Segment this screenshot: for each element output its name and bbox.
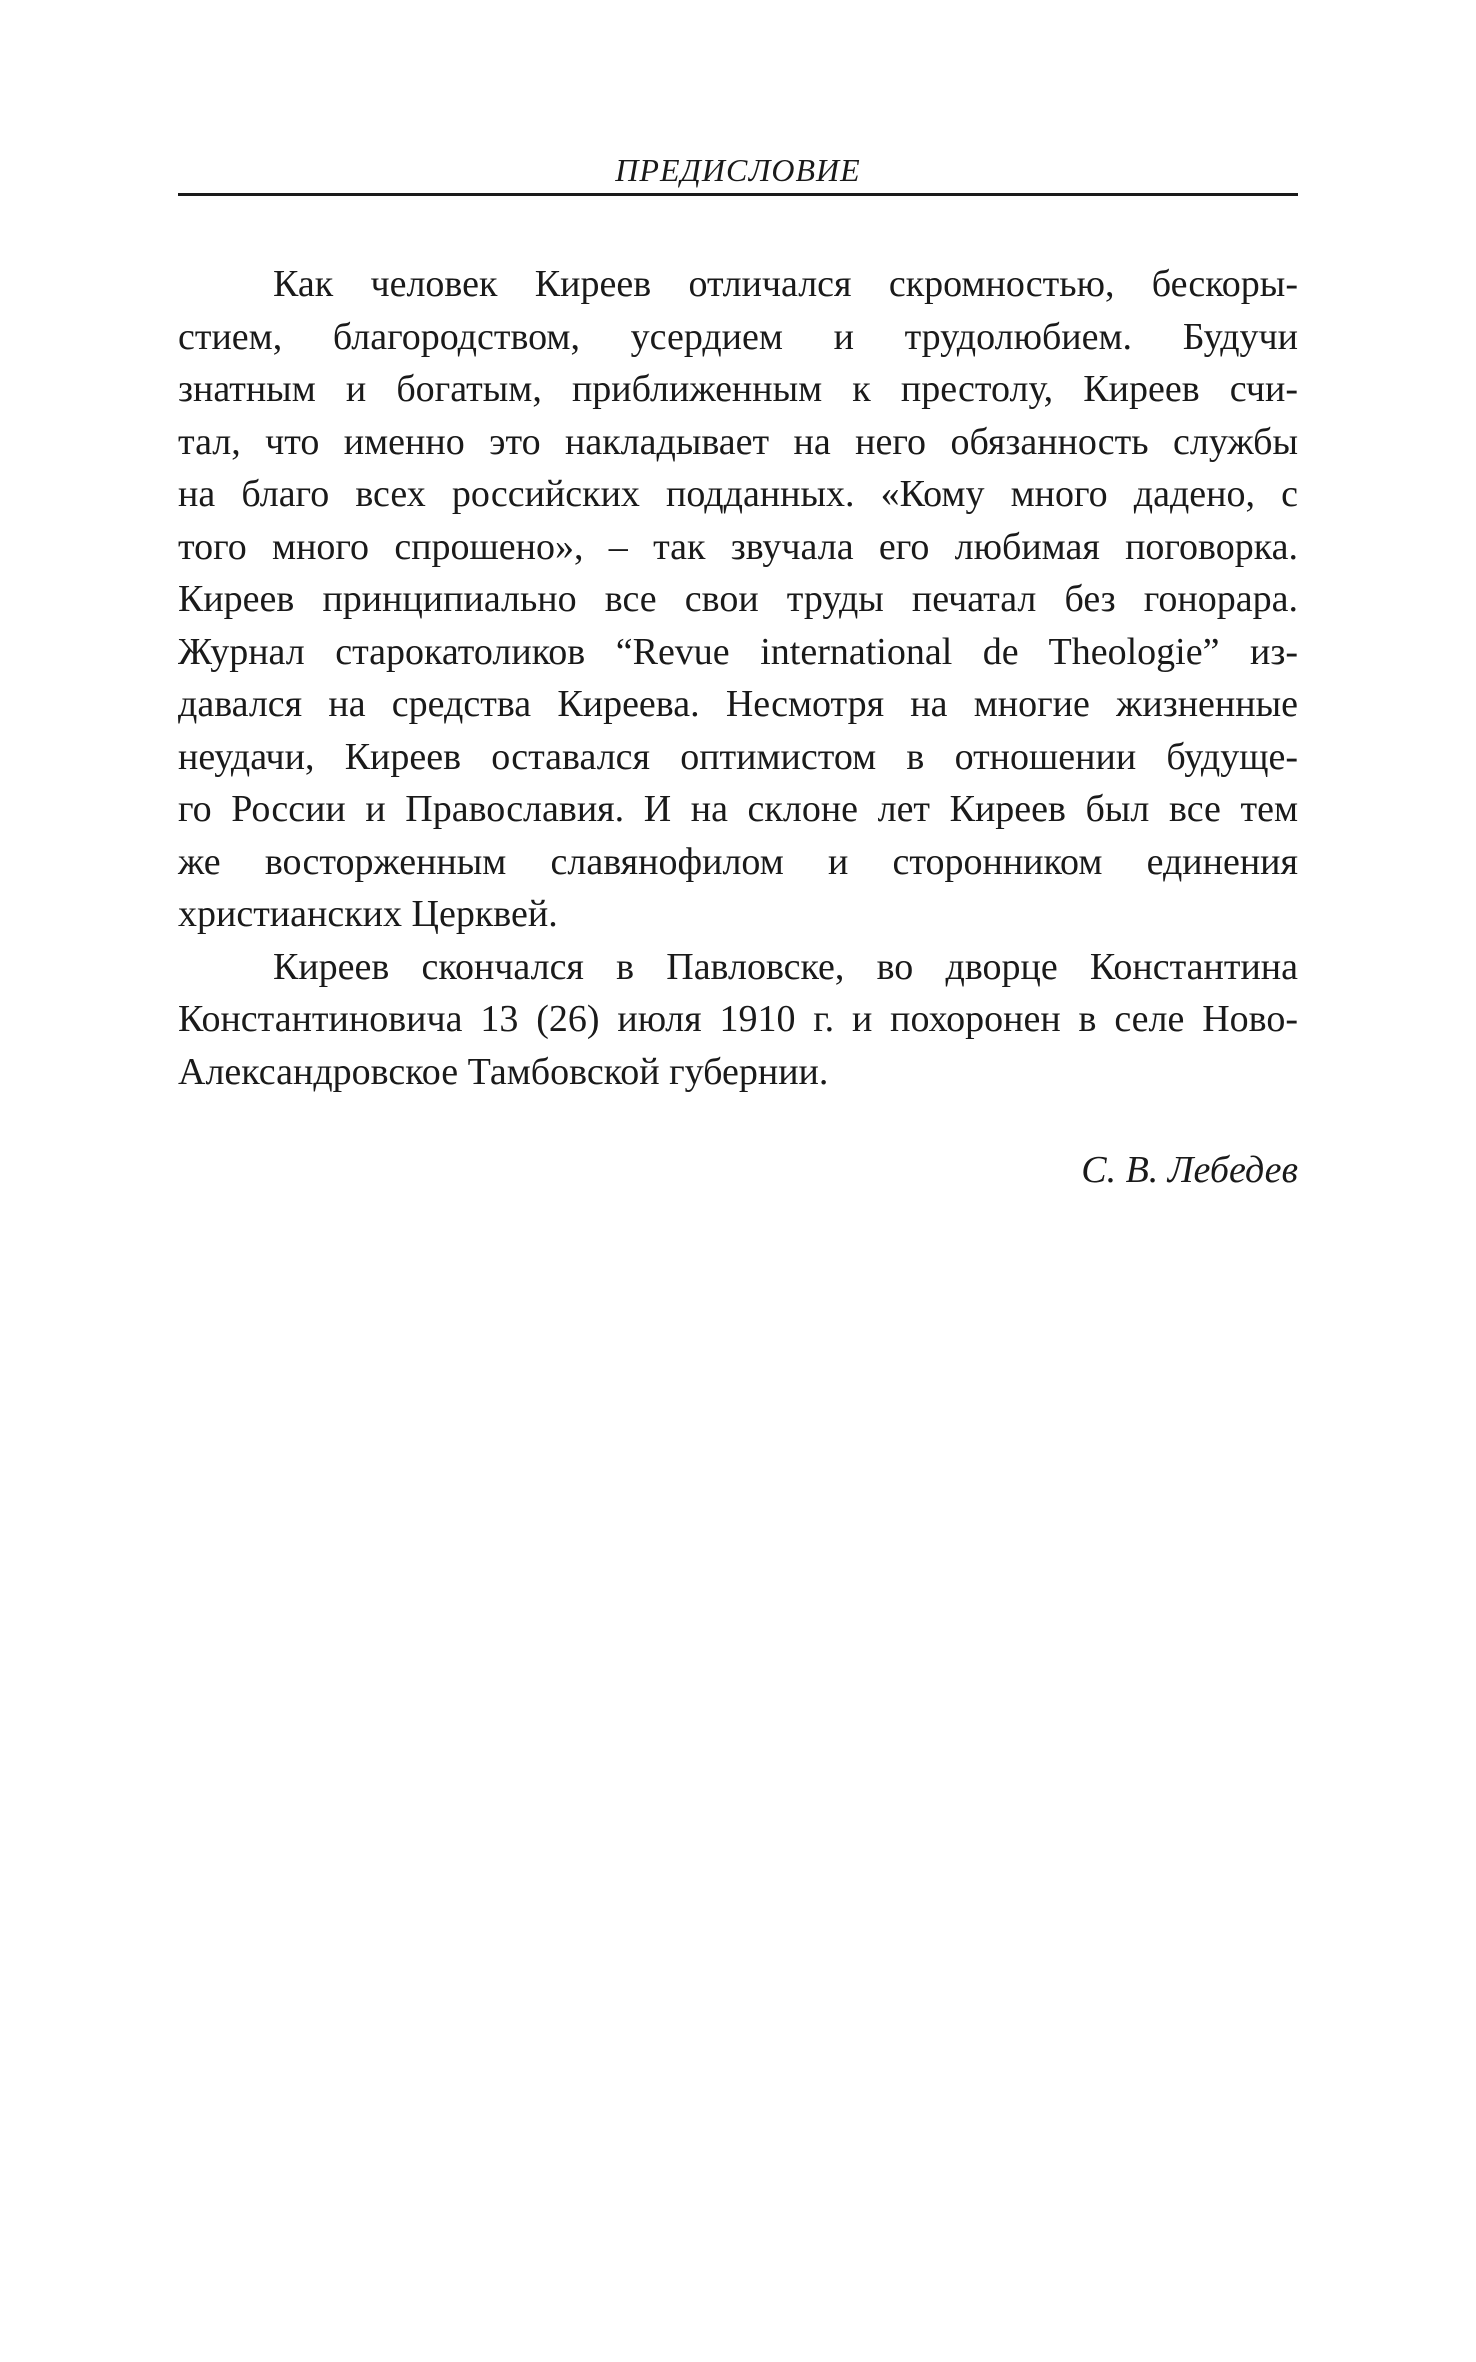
- paragraph-2: [178, 941, 1298, 1099]
- text-line: христианских Церквей.: [178, 893, 558, 935]
- text-line: го России и Православия. И на склоне лет Киреев был все тем: [178, 788, 1298, 830]
- text-line: Константиновича 13 (26) июля 1910 г. и похоронен в селе Ново-: [178, 998, 1298, 1040]
- author-signature: С. В. Лебедев: [1081, 1149, 1298, 1191]
- text-line: Журнал старокатоликов “Revue international de Theologie” из-: [178, 630, 1298, 673]
- header-divider: [178, 193, 1298, 196]
- paragraph-1: [178, 258, 1298, 941]
- text-line: тал, что именно это накладывает на него обязанность службы: [178, 420, 1298, 463]
- text-line: на благо всех российских подданных. «Кому много дадено, с: [178, 473, 1298, 515]
- text-line: того много спрошено», – так звучала его любимая поговорка.: [178, 525, 1298, 568]
- text-line: Киреев принципиально все свои труды печатал без гонорара.: [178, 578, 1298, 620]
- text-line: Александровское Тамбовской губернии.: [178, 1050, 829, 1093]
- text-line: неудачи, Киреев оставался оптимистом в отношении будуще-: [178, 735, 1298, 778]
- running-head-title: ПРЕДИСЛОВИЕ: [615, 152, 861, 188]
- text-line: Киреев скончался в Павловске, во дворце Константина: [273, 945, 1298, 988]
- body-text: [178, 258, 1298, 1098]
- text-line: давался на средства Киреева. Несмотря на многие жизненные: [178, 683, 1298, 725]
- text-line: стием, благородством, усердием и трудолюбием. Будучи: [178, 315, 1298, 358]
- text-line: же восторженным славянофилом и сторонником единения: [178, 840, 1298, 883]
- text-line: Как человек Киреев отличался скромностью, бескоры-: [273, 263, 1298, 305]
- text-line: знатным и богатым, приближенным к престолу, Киреев счи-: [178, 368, 1298, 410]
